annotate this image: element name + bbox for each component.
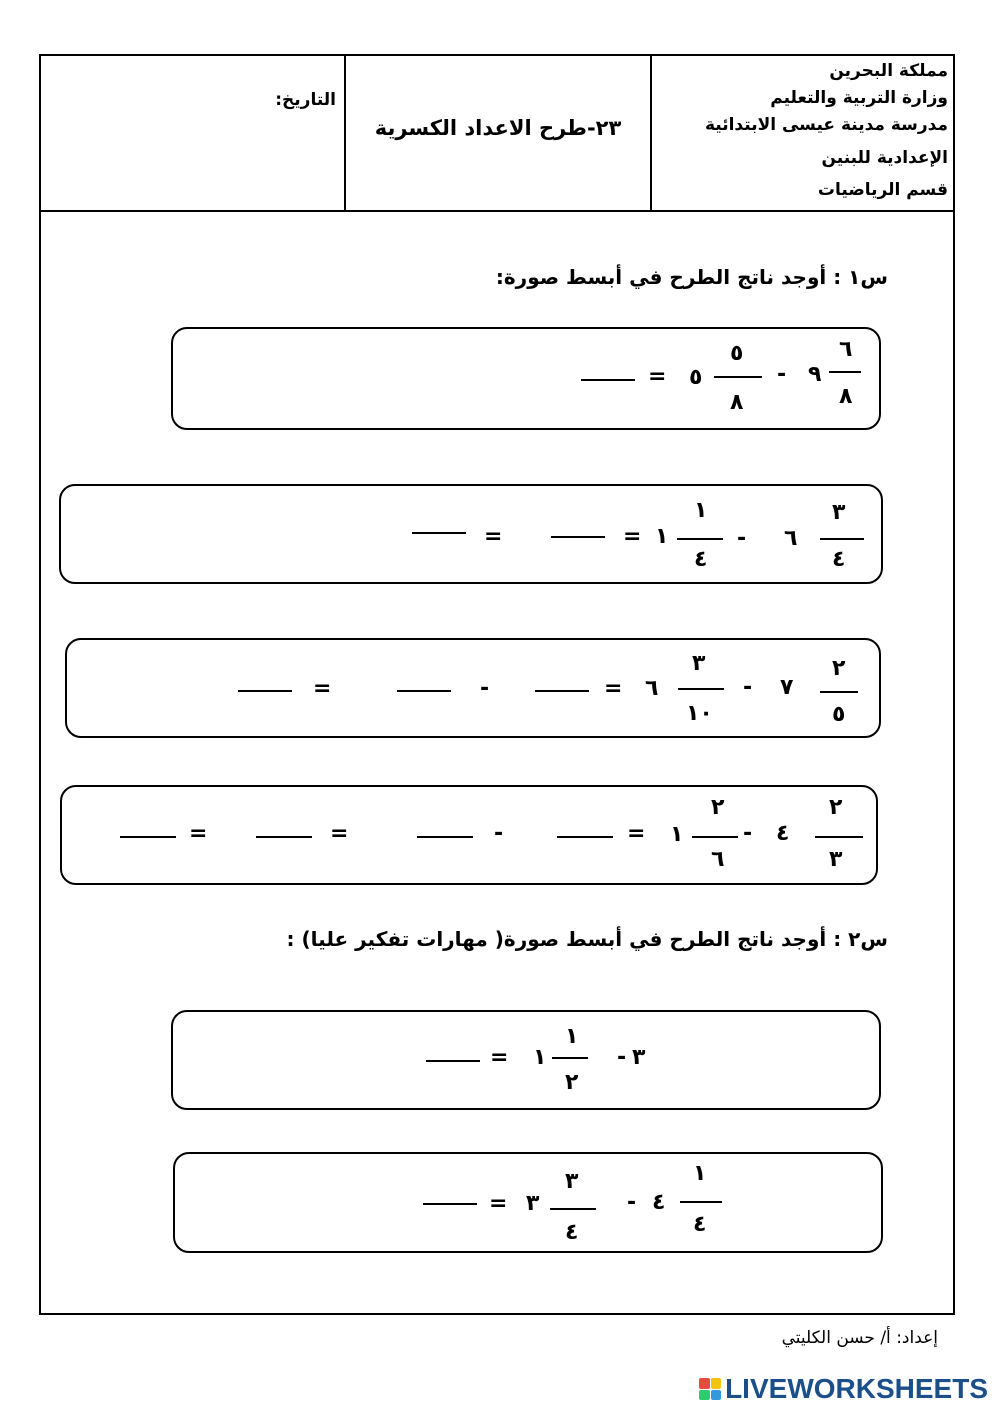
equals-sign: = xyxy=(313,676,332,701)
fraction-denominator: ٨ xyxy=(730,390,744,415)
answer-blank[interactable] xyxy=(417,836,473,838)
minus-sign: - xyxy=(627,1190,637,1215)
fraction-denominator: ٥ xyxy=(832,702,846,727)
fraction-denominator: ٤ xyxy=(565,1220,579,1245)
minus-sign: - xyxy=(480,676,490,701)
whole-number: ٣ xyxy=(632,1045,646,1070)
answer-blank[interactable] xyxy=(397,690,451,692)
whole-number: ١ xyxy=(533,1045,547,1070)
fraction-denominator: ٢ xyxy=(565,1070,579,1095)
fraction-numerator: ٢ xyxy=(711,795,725,820)
header-divider xyxy=(39,210,955,212)
fraction-bar xyxy=(677,538,723,540)
equals-sign: = xyxy=(189,821,208,846)
fraction-denominator: ٣ xyxy=(829,847,843,872)
author-credit: إعداد: أ/ حسن الكليتي xyxy=(781,1328,938,1348)
header-school-level: الإعدادية للبنين xyxy=(821,148,948,168)
equals-sign: = xyxy=(648,364,667,389)
fraction-numerator: ٢ xyxy=(832,656,846,681)
header-school: مدرسة مدينة عيسى الابتدائية xyxy=(704,115,948,135)
fraction-numerator: ٣ xyxy=(692,651,706,676)
answer-blank[interactable] xyxy=(426,1060,480,1062)
minus-sign: - xyxy=(737,526,747,551)
fraction-denominator: ٤ xyxy=(694,547,708,572)
whole-number: ٤ xyxy=(776,821,790,846)
equals-sign: = xyxy=(623,524,642,549)
fraction-bar xyxy=(829,371,861,373)
liveworksheets-logo-icon xyxy=(699,1378,721,1400)
answer-blank[interactable] xyxy=(412,532,466,534)
equals-sign: = xyxy=(627,821,646,846)
whole-number: ١ xyxy=(655,524,669,549)
whole-number: ٤ xyxy=(652,1190,666,1215)
whole-number: ٥ xyxy=(689,365,703,390)
header-department: قسم الرياضيات xyxy=(817,180,948,200)
fraction-numerator: ١ xyxy=(694,498,708,523)
problem-box-1 xyxy=(171,327,881,430)
minus-sign: - xyxy=(494,821,504,846)
answer-blank[interactable] xyxy=(120,836,176,838)
header-ministry: وزارة التربية والتعليم xyxy=(770,88,948,108)
fraction-bar xyxy=(692,836,738,838)
fraction-numerator: ٦ xyxy=(839,337,853,362)
whole-number: ١ xyxy=(670,822,684,847)
minus-sign: - xyxy=(777,362,787,387)
minus-sign: - xyxy=(743,821,753,846)
liveworksheets-logo[interactable] xyxy=(699,1373,988,1405)
problem-box-5 xyxy=(171,1010,881,1110)
header-column-divider xyxy=(650,54,652,212)
fraction-numerator: ٥ xyxy=(730,341,744,366)
fraction-denominator: ٤ xyxy=(693,1212,707,1237)
equals-sign: = xyxy=(484,524,503,549)
answer-blank[interactable] xyxy=(535,690,589,692)
whole-number: ٦ xyxy=(645,676,659,701)
liveworksheets-brand-text: LIVEWORKSHEETS xyxy=(725,1373,988,1404)
fraction-bar xyxy=(550,1208,596,1210)
answer-blank[interactable] xyxy=(581,379,635,381)
fraction-denominator: ٤ xyxy=(832,547,846,572)
equals-sign: = xyxy=(489,1191,508,1216)
minus-sign: - xyxy=(743,675,753,700)
whole-number: ٩ xyxy=(808,362,822,387)
answer-blank[interactable] xyxy=(551,536,605,538)
answer-blank[interactable] xyxy=(557,836,613,838)
fraction-denominator: ٦ xyxy=(711,847,725,872)
problem-box-2 xyxy=(59,484,883,584)
fraction-numerator: ١ xyxy=(693,1161,707,1186)
minus-sign: - xyxy=(617,1045,627,1070)
fraction-denominator: ٨ xyxy=(839,384,853,409)
fraction-numerator: ٢ xyxy=(829,795,843,820)
problem-box-3 xyxy=(65,638,881,738)
whole-number: ٧ xyxy=(780,675,794,700)
question-2-prompt: س٢ : أوجد ناتج الطرح في أبسط صورة( مهارات تفكير عليا) : xyxy=(286,927,888,951)
whole-number: ٦ xyxy=(784,526,798,551)
answer-blank[interactable] xyxy=(256,836,312,838)
fraction-denominator: ١٠ xyxy=(686,701,713,726)
equals-sign: = xyxy=(330,821,349,846)
fraction-bar xyxy=(714,376,762,378)
question-1-prompt: س١ : أوجد ناتج الطرح في أبسط صورة: xyxy=(495,265,888,289)
header-country: مملكة البحرين xyxy=(829,61,948,81)
fraction-numerator: ٣ xyxy=(832,500,846,525)
fraction-numerator: ١ xyxy=(565,1024,579,1049)
worksheet-title: ٢٣-طرح الاعداد الكسرية xyxy=(374,116,622,140)
fraction-bar xyxy=(678,688,724,690)
problem-box-4 xyxy=(60,785,878,885)
equals-sign: = xyxy=(604,676,623,701)
fraction-bar xyxy=(820,538,864,540)
fraction-numerator: ٣ xyxy=(565,1169,579,1194)
fraction-bar xyxy=(815,836,863,838)
fraction-bar xyxy=(820,691,858,693)
answer-blank[interactable] xyxy=(423,1203,477,1205)
fraction-bar xyxy=(680,1201,722,1203)
answer-blank[interactable] xyxy=(238,690,292,692)
equals-sign: = xyxy=(490,1045,509,1070)
fraction-bar xyxy=(552,1057,588,1059)
whole-number: ٣ xyxy=(526,1191,540,1216)
date-label: التاريخ: xyxy=(275,90,336,110)
